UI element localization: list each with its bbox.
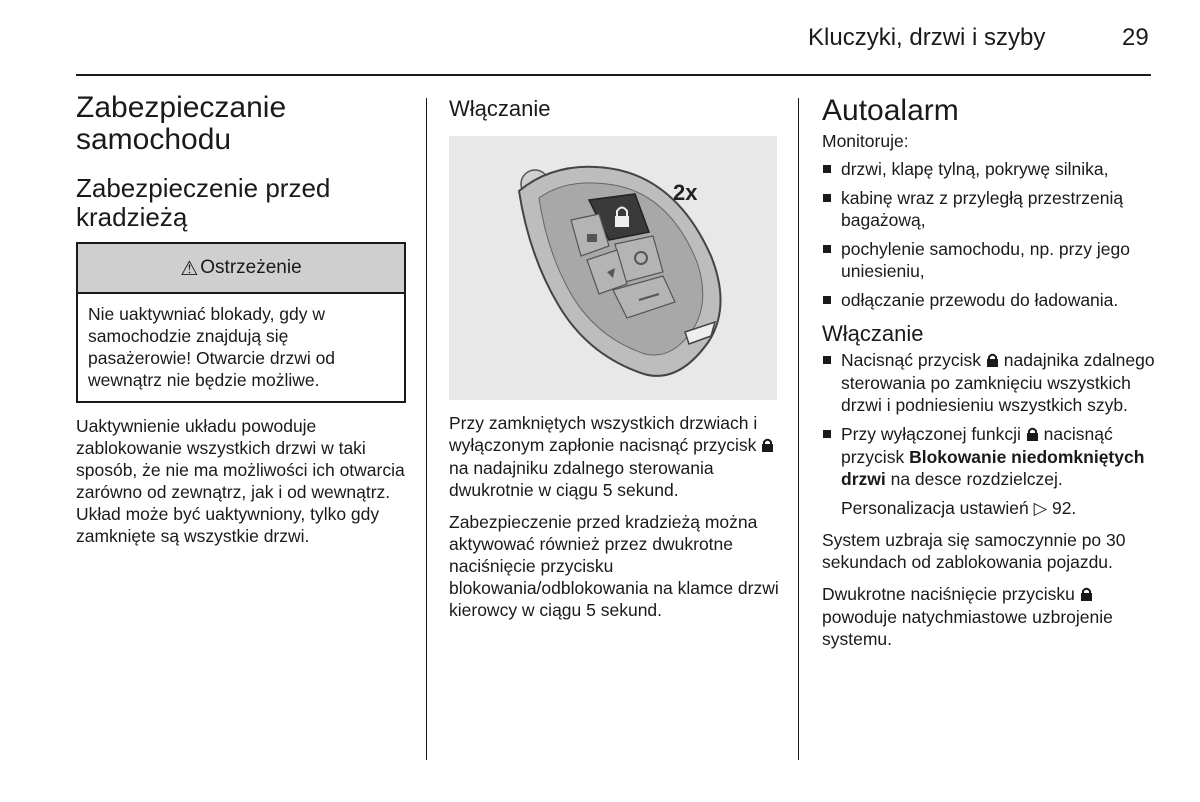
list-item (822, 158, 1158, 180)
steps-list (822, 349, 1158, 490)
lock-icon (1026, 424, 1039, 446)
bullet-icon (823, 245, 831, 253)
subsection-title: Zabezpieczenie przed kradzieżą (76, 173, 331, 232)
section-title-alarm: Autoalarm (822, 94, 959, 127)
body-paragraph-1: System uzbraja się samoczynnie po 30 sekundach od zablokowania pojazdu. (822, 530, 1126, 572)
warning-heading: Ostrzeżenie (200, 257, 302, 278)
subsection-heading: Włączanie (822, 321, 924, 346)
column-divider-1 (426, 98, 427, 760)
bullet-icon (823, 356, 831, 364)
remote-key-figure (449, 136, 777, 400)
column-2 (449, 92, 781, 621)
section-heading: Włączanie (449, 96, 551, 121)
section-title: Zabezpieczanie samochodu (76, 91, 287, 156)
lock-icon (1080, 584, 1093, 606)
page-number: 29 (1122, 24, 1149, 51)
step2-end: na desce rozdzielczej. (890, 469, 1063, 489)
bullet-icon (823, 430, 831, 438)
personal-text: Personalizacja ustawień (841, 498, 1029, 518)
list-item-text: drzwi, klapę tylną, pokrywę silnika, (841, 159, 1109, 179)
body-paragraph-2: Zabezpieczenie przed kradzieżą można aktywować również przez dwukrotne naciśnięcie przycisku blokowania/odblokowania na klamce drzwi kierowcy w ciągu 5 sekund. (449, 512, 779, 620)
monitor-list (822, 158, 1158, 311)
personal-page-ref: 92. (1051, 498, 1077, 518)
body-paragraph: Uaktywnienie układu powoduje zablokowanie wszystkich drzwi w taki sposób, że nie ma możliwości ich otwarcia zarówno od zewnątrz, jak i od wewnątrz. Układ może być uaktywniony, tylko gdy zamknięte są wszystkie drzwi. (76, 416, 405, 546)
page-reference-arrow-icon: ▷ (1033, 498, 1048, 518)
body-paragraph-2 (822, 583, 1158, 650)
p1-end: na nadajniku zdalnego sterowania dwukrotnie w ciągu 5 sekund. (449, 458, 714, 500)
column-3 (822, 92, 1158, 650)
running-header-title: Kluczyki, drzwi i szyby (808, 24, 1046, 51)
warning-header (78, 244, 404, 294)
list-item (822, 423, 1158, 490)
figure-press-count: 2x (673, 180, 698, 205)
list-item (822, 238, 1158, 282)
list-item (822, 187, 1158, 231)
warning-triangle-icon: ⚠ (180, 257, 199, 280)
lock-icon (986, 350, 999, 372)
p2-start: Dwukrotne naciśnięcie przycisku (822, 584, 1075, 604)
list-item (822, 289, 1158, 311)
header-divider (76, 74, 1151, 76)
p1-start: Przy zamkniętych wszystkich drzwiach i wyłączonym zapłonie nacisnąć przycisk (449, 413, 758, 455)
monitor-intro: Monitoruje: (822, 131, 909, 151)
bullet-icon (823, 165, 831, 173)
bullet-icon (823, 296, 831, 304)
step2-mid: nacisnąć przycisk (841, 424, 1113, 467)
bullet-icon (823, 194, 831, 202)
warning-box (76, 242, 406, 403)
list-item-text: pochylenie samochodu, np. przy jego uniesieniu, (841, 239, 1130, 281)
p2-end: powoduje natychmiastowe uzbrojenie systemu. (822, 607, 1113, 649)
column-divider-2 (798, 98, 799, 760)
step1-end: nadajnika zdalnego sterowania po zamknięciu wszystkich drzwi i podniesieniu wszystkich szyb. (841, 350, 1155, 415)
lock-icon (761, 435, 774, 457)
button-name: Blokowanie niedomkniętych drzwi (841, 447, 1145, 489)
column-1 (76, 92, 406, 547)
step1-start: Nacisnąć przycisk (841, 350, 982, 370)
list-item (822, 349, 1158, 416)
list-item-text: kabinę wraz z przyległą przestrzenią bagażową, (841, 188, 1124, 230)
warning-text: Nie uaktywniać blokady, gdy w samochodzie znajdują się pasażerowie! Otwarcie drzwi od wewnątrz nie będzie możliwe. (88, 304, 336, 390)
body-paragraph-1 (449, 412, 781, 501)
step2-start: Przy wyłączonej funkcji (841, 424, 1021, 444)
personalization-ref (822, 497, 1158, 519)
list-item-text: odłączanie przewodu do ładowania. (841, 290, 1119, 310)
remote-key-illustration (449, 136, 777, 400)
